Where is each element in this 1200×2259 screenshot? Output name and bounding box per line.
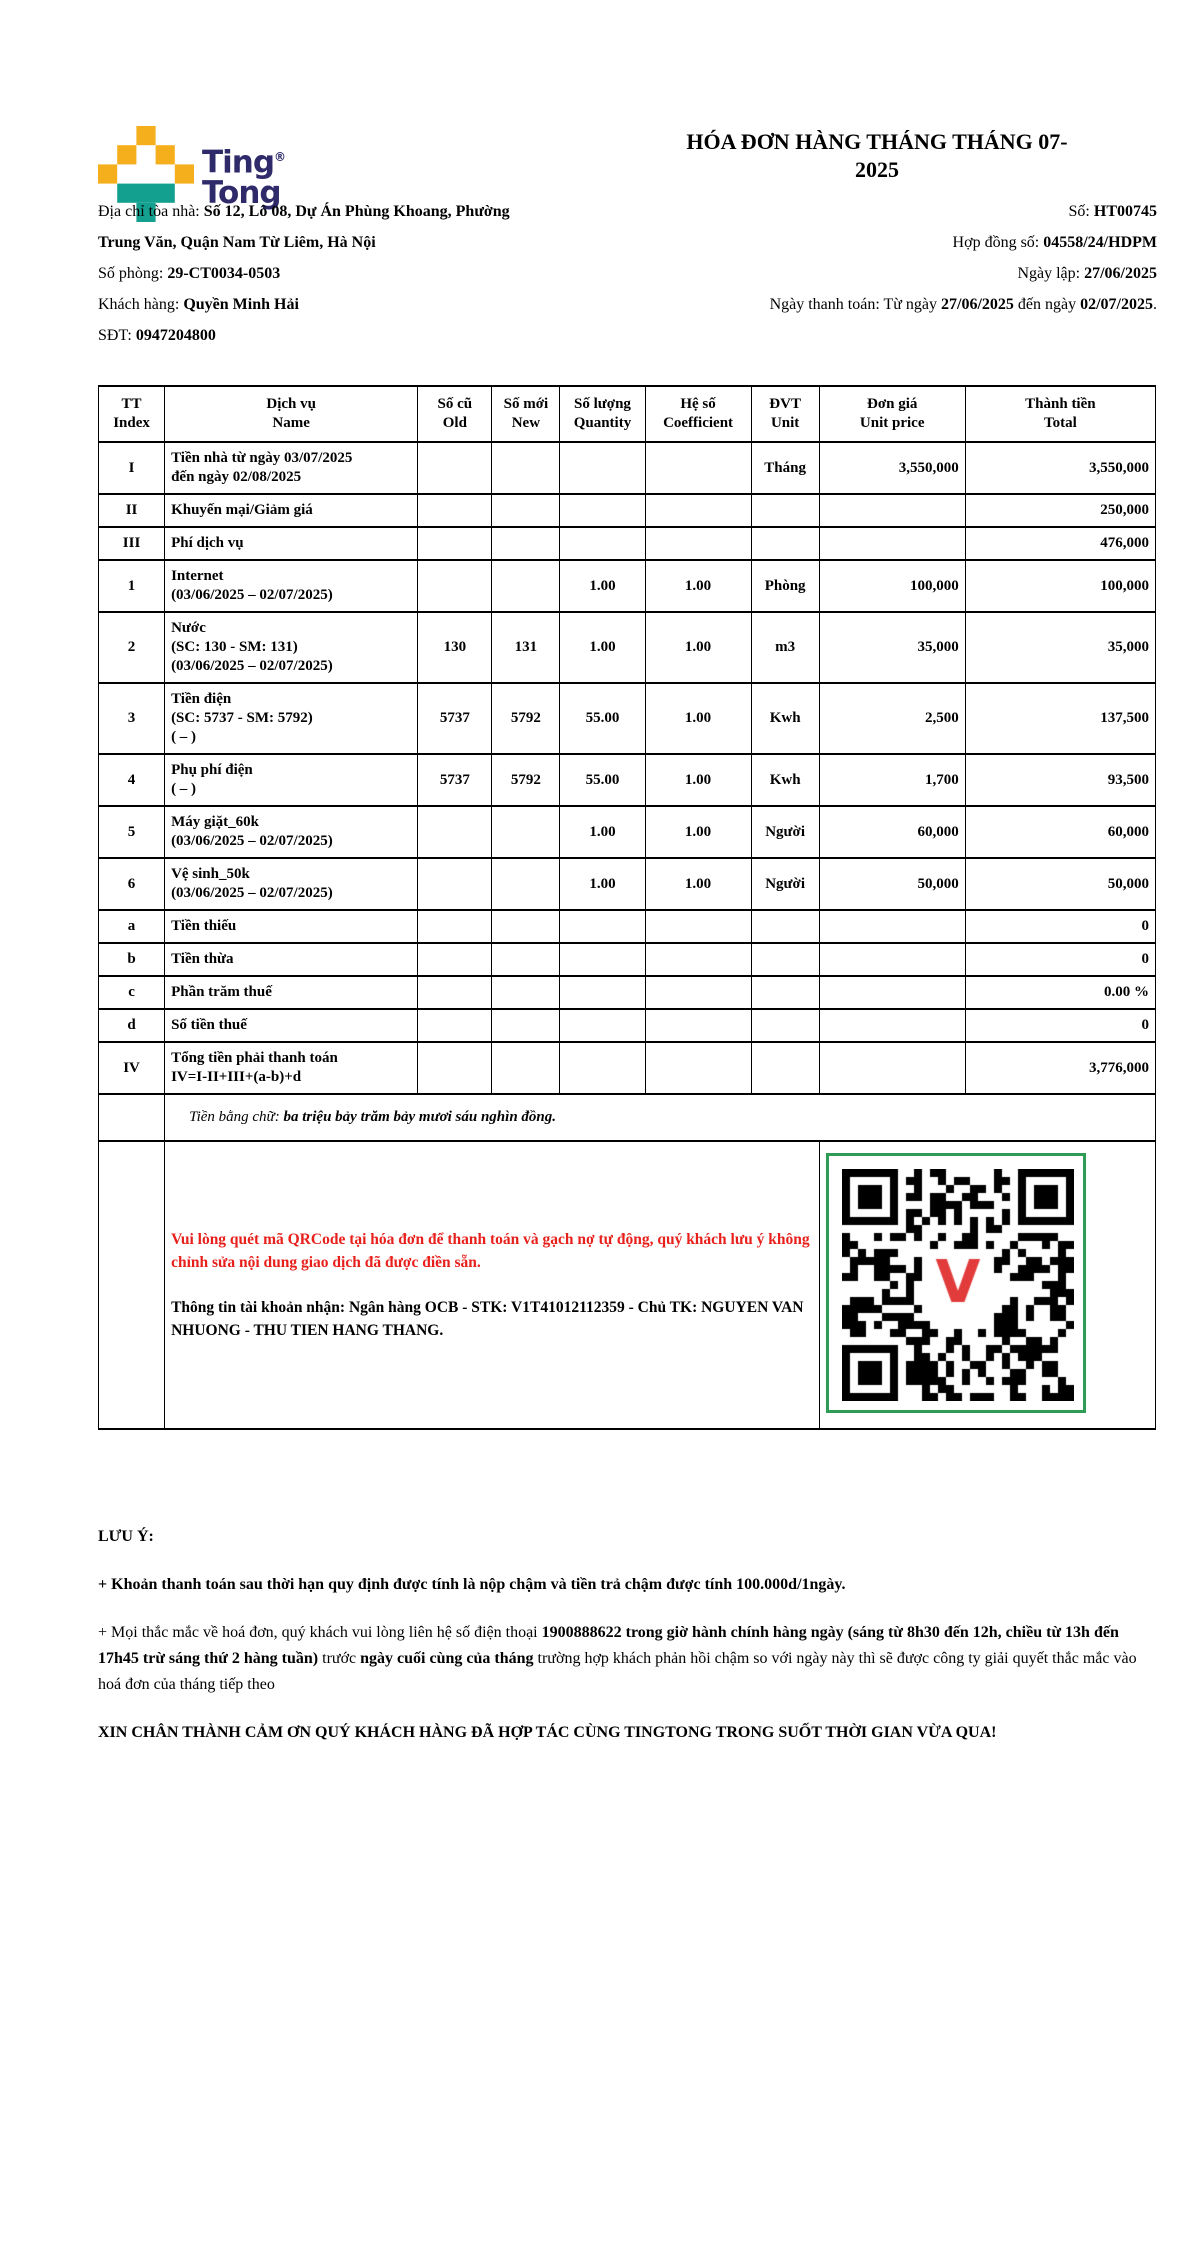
- service-name-line: (03/06/2025 – 02/07/2025): [171, 833, 333, 849]
- service-name-cell: [165, 754, 418, 806]
- column-header-line: Old: [442, 415, 467, 431]
- text-segment: Trung Văn, Quận Nam Từ Liêm, Hà Nội: [98, 234, 376, 251]
- quantity-cell: 1.00: [560, 858, 645, 910]
- text-segment: Khách hàng:: [98, 296, 184, 313]
- unit-price-cell: [819, 527, 965, 560]
- quantity-cell: 1.00: [560, 612, 645, 683]
- late-payment-note: [98, 1572, 1157, 1598]
- old-reading-cell: [418, 560, 492, 612]
- table-row: [99, 1042, 1156, 1094]
- old-reading-cell: [418, 943, 492, 976]
- unit-price-cell: 50,000: [819, 858, 965, 910]
- unit-price-cell: [819, 976, 965, 1009]
- total-cell: 0.00 %: [965, 976, 1155, 1009]
- qr-code-frame: [826, 1153, 1086, 1413]
- amount-in-words-row: [99, 1094, 1156, 1141]
- total-cell: 476,000: [965, 527, 1155, 560]
- table-row: [99, 494, 1156, 527]
- new-reading-cell: [492, 1009, 560, 1042]
- column-header-line: Thành tiền: [1025, 396, 1096, 412]
- service-name-line: Phí dịch vụ: [171, 535, 244, 551]
- old-reading-cell: [418, 910, 492, 943]
- unit-price-cell: [819, 1009, 965, 1042]
- text-segment: 29-CT0034-0503: [167, 265, 281, 282]
- column-header-line: TT: [121, 396, 142, 412]
- unit-cell: Người: [751, 806, 819, 858]
- info-line: [98, 320, 510, 351]
- service-name-cell: [165, 910, 418, 943]
- column-header-line: Số lượng: [574, 396, 631, 412]
- unit-price-cell: [819, 1042, 965, 1094]
- coefficient-cell: 1.00: [645, 612, 751, 683]
- old-reading-cell: [418, 1009, 492, 1042]
- footer-notes: [98, 1524, 1157, 1746]
- text-segment: HT00745: [1093, 203, 1157, 220]
- text-segment: 27/06/2025: [1084, 265, 1157, 282]
- column-header-line: Coefficient: [663, 415, 734, 431]
- service-name-line: đến ngày 02/08/2025: [171, 469, 302, 485]
- amount-in-words: [165, 1094, 1156, 1141]
- quantity-cell: [560, 1042, 645, 1094]
- text-segment: Ngày thanh toán: Từ ngày: [769, 296, 942, 313]
- old-reading-cell: [418, 442, 492, 494]
- service-name-cell: [165, 943, 418, 976]
- text-segment: Số phòng:: [98, 265, 168, 282]
- unit-cell: [751, 1042, 819, 1094]
- table-row: [99, 858, 1156, 910]
- info-line: [98, 227, 510, 258]
- service-name-cell: [165, 683, 418, 754]
- old-reading-cell: [418, 527, 492, 560]
- new-reading-cell: [492, 527, 560, 560]
- service-name-line: Máy giặt_60k: [171, 814, 259, 830]
- service-name-line: ( – ): [171, 729, 197, 745]
- empty-cell: [99, 1094, 165, 1141]
- text-segment: đến ngày: [1013, 296, 1081, 313]
- new-reading-cell: 131: [492, 612, 560, 683]
- column-header: [165, 386, 418, 442]
- text-segment: Quyền Minh Hải: [183, 296, 299, 313]
- service-name-cell: [165, 442, 418, 494]
- info-line: [770, 227, 1157, 258]
- service-name-line: Tiền thừa: [171, 951, 234, 967]
- service-name-cell: [165, 806, 418, 858]
- service-name-line: Nước: [171, 620, 206, 636]
- index-cell: 6: [99, 858, 165, 910]
- unit-cell: [751, 527, 819, 560]
- quantity-cell: 55.00: [560, 754, 645, 806]
- service-name-line: (03/06/2025 – 02/07/2025): [171, 658, 333, 674]
- table-row: [99, 683, 1156, 754]
- logo-word-ting: Ting: [202, 144, 275, 181]
- unit-price-cell: 60,000: [819, 806, 965, 858]
- total-cell: 137,500: [965, 683, 1155, 754]
- text-segment: Thông tin tài khoản nhận: Ngân hàng OCB - STK:: [171, 1299, 512, 1316]
- quantity-cell: 55.00: [560, 683, 645, 754]
- quantity-cell: [560, 527, 645, 560]
- service-name-cell: [165, 494, 418, 527]
- unit-cell: Người: [751, 858, 819, 910]
- info-line: [770, 289, 1157, 320]
- total-cell: 60,000: [965, 806, 1155, 858]
- info-line: [770, 258, 1157, 289]
- new-reading-cell: 5792: [492, 683, 560, 754]
- coefficient-cell: 1.00: [645, 683, 751, 754]
- text-segment: ba triệu bảy trăm bảy mươi sáu nghìn đồng.: [283, 1109, 556, 1125]
- service-name-cell: [165, 976, 418, 1009]
- hotline-note: [98, 1620, 1157, 1698]
- info-line: [98, 258, 510, 289]
- index-cell: b: [99, 943, 165, 976]
- text-segment: - Chủ TK:: [624, 1299, 702, 1316]
- old-reading-cell: [418, 494, 492, 527]
- text-segment: V1T41012112359: [511, 1299, 625, 1316]
- registered-mark-icon: ®: [274, 150, 287, 164]
- table-header-row: [99, 386, 1156, 442]
- coefficient-cell: 1.00: [645, 560, 751, 612]
- unit-price-cell: 2,500: [819, 683, 965, 754]
- text-segment: Hợp đồng số:: [952, 234, 1044, 251]
- unit-cell: [751, 976, 819, 1009]
- column-header: [645, 386, 751, 442]
- service-name-line: (03/06/2025 – 02/07/2025): [171, 587, 333, 603]
- quantity-cell: 1.00: [560, 806, 645, 858]
- new-reading-cell: [492, 442, 560, 494]
- unit-cell: Tháng: [751, 442, 819, 494]
- quantity-cell: [560, 442, 645, 494]
- column-header-line: Số cũ: [437, 396, 473, 412]
- index-cell: II: [99, 494, 165, 527]
- payment-instructions-cell: [165, 1141, 820, 1429]
- column-header-line: Unit price: [859, 415, 925, 431]
- service-name-line: (03/06/2025 – 02/07/2025): [171, 885, 333, 901]
- column-header-line: ĐVT: [769, 396, 801, 412]
- table-row: [99, 442, 1156, 494]
- index-cell: 1: [99, 560, 165, 612]
- total-cell: 250,000: [965, 494, 1155, 527]
- coefficient-cell: [645, 527, 751, 560]
- service-name-line: Vệ sinh_50k: [171, 866, 250, 882]
- title-line: 2025: [855, 157, 899, 182]
- unit-price-cell: 100,000: [819, 560, 965, 612]
- coefficient-cell: 1.00: [645, 754, 751, 806]
- new-reading-cell: [492, 1042, 560, 1094]
- column-header-line: Name: [272, 415, 310, 431]
- table-row: [99, 560, 1156, 612]
- total-cell: 35,000: [965, 612, 1155, 683]
- old-reading-cell: [418, 1042, 492, 1094]
- text-segment: trường hợp khách phản hồi chậm so với ngày này thì sẽ được công ty giải quyết thắc mắc vào hoá đơn của tháng tiếp theo: [98, 1650, 1137, 1693]
- text-segment: 04558/24/HDPM: [1043, 234, 1157, 251]
- table-row: [99, 976, 1156, 1009]
- quantity-cell: [560, 1009, 645, 1042]
- qr-warning-text: Vui lòng quét mã QRCode tại hóa đơn để thanh toán và gạch nợ tự động, quý khách lưu ý không chỉnh sửa nội dung giao dịch đã được điền sẵn.: [171, 1231, 810, 1271]
- qr-row: [99, 1141, 1156, 1429]
- service-name-line: Phần trăm thuế: [171, 984, 272, 1000]
- text-segment: .: [1153, 296, 1157, 313]
- notes-heading: LƯU Ý:: [98, 1528, 154, 1545]
- text-segment: 1900888622 trong giờ hành chính hàng ngày (sáng từ 8h30 đến 12h, chiều từ 13h đến 17h45 trừ sáng thứ 2 hàng tuần): [98, 1624, 1119, 1667]
- total-cell: 3,776,000: [965, 1042, 1155, 1094]
- unit-cell: [751, 910, 819, 943]
- table-row: [99, 612, 1156, 683]
- coefficient-cell: 1.00: [645, 858, 751, 910]
- text-segment: SĐT:: [98, 327, 136, 344]
- total-cell: 3,550,000: [965, 442, 1155, 494]
- table-row: [99, 1009, 1156, 1042]
- service-name-line: Tiền thiếu: [171, 918, 237, 934]
- service-name-cell: [165, 612, 418, 683]
- invoice-meta: [770, 196, 1157, 320]
- index-cell: 4: [99, 754, 165, 806]
- index-cell: III: [99, 527, 165, 560]
- total-cell: 0: [965, 943, 1155, 976]
- info-line: [770, 196, 1157, 227]
- total-cell: 93,500: [965, 754, 1155, 806]
- old-reading-cell: 5737: [418, 754, 492, 806]
- title-line: HÓA ĐƠN HÀNG THÁNG THÁNG 07-: [686, 129, 1068, 154]
- text-segment: 02/07/2025: [1080, 296, 1153, 313]
- quantity-cell: [560, 910, 645, 943]
- coefficient-cell: [645, 976, 751, 1009]
- coefficient-cell: [645, 494, 751, 527]
- service-name-cell: [165, 858, 418, 910]
- bank-account-text: [171, 1296, 813, 1342]
- unit-cell: Kwh: [751, 683, 819, 754]
- service-name-line: IV=I-II+III+(a-b)+d: [171, 1069, 302, 1085]
- text-segment: ngày cuối cùng của tháng: [360, 1650, 534, 1667]
- unit-cell: [751, 943, 819, 976]
- index-cell: c: [99, 976, 165, 1009]
- unit-cell: [751, 494, 819, 527]
- qr-code: [842, 1169, 1074, 1401]
- service-name-cell: [165, 560, 418, 612]
- index-cell: IV: [99, 1042, 165, 1094]
- table-row: [99, 943, 1156, 976]
- unit-price-cell: [819, 910, 965, 943]
- index-cell: d: [99, 1009, 165, 1042]
- service-name-line: (SC: 130 - SM: 131): [171, 639, 298, 655]
- charges-table: [98, 385, 1156, 1430]
- customer-info: [98, 196, 510, 351]
- column-header-line: New: [511, 415, 541, 431]
- unit-price-cell: [819, 494, 965, 527]
- total-cell: 0: [965, 910, 1155, 943]
- thank-you-text: XIN CHÂN THÀNH CẢM ƠN QUÝ KHÁCH HÀNG ĐÃ HỢP TÁC CÙNG TINGTONG TRONG SUỐT THỜI GIAN VỪA QUA!: [98, 1724, 997, 1741]
- column-header-line: Quantity: [573, 415, 632, 431]
- total-cell: 100,000: [965, 560, 1155, 612]
- text-segment: .: [439, 1322, 444, 1339]
- new-reading-cell: [492, 976, 560, 1009]
- text-segment: Số 12, Lô 08, Dự Án Phùng Khoang, Phường: [203, 203, 510, 220]
- service-name-line: Internet: [171, 568, 224, 584]
- quantity-cell: [560, 943, 645, 976]
- text-segment: Tiền bằng chữ:: [189, 1109, 284, 1125]
- unit-price-cell: [819, 943, 965, 976]
- quantity-cell: [560, 494, 645, 527]
- text-segment: + Mọi thắc mắc về hoá đơn, quý khách vui lòng liên hệ số điện thoại: [98, 1624, 542, 1641]
- coefficient-cell: [645, 943, 751, 976]
- quantity-cell: 1.00: [560, 560, 645, 612]
- new-reading-cell: [492, 910, 560, 943]
- service-name-line: (SC: 5737 - SM: 5792): [171, 710, 313, 726]
- page-title: [597, 128, 1157, 184]
- index-cell: I: [99, 442, 165, 494]
- old-reading-cell: 130: [418, 612, 492, 683]
- text-segment: NGUYEN VAN NHUONG - THU TIEN HANG THANG: [171, 1299, 804, 1339]
- service-name-line: Tổng tiền phải thanh toán: [171, 1050, 338, 1066]
- info-line: [98, 196, 510, 227]
- service-name-line: Phụ phí điện: [171, 762, 253, 778]
- column-header: [418, 386, 492, 442]
- service-name-cell: [165, 527, 418, 560]
- service-name-line: Tiền nhà từ ngày 03/07/2025: [171, 450, 353, 466]
- coefficient-cell: 1.00: [645, 806, 751, 858]
- column-header-line: Hệ số: [680, 396, 716, 412]
- service-name-cell: [165, 1042, 418, 1094]
- coefficient-cell: [645, 442, 751, 494]
- new-reading-cell: [492, 858, 560, 910]
- old-reading-cell: [418, 806, 492, 858]
- service-name-line: Số tiền thuế: [171, 1017, 247, 1033]
- total-cell: 50,000: [965, 858, 1155, 910]
- charges-table-wrap: [98, 385, 1156, 1430]
- quantity-cell: [560, 976, 645, 1009]
- info-line: [98, 289, 510, 320]
- old-reading-cell: 5737: [418, 683, 492, 754]
- service-name-line: ( – ): [171, 781, 197, 797]
- qr-code-cell: [819, 1141, 1155, 1429]
- unit-cell: m3: [751, 612, 819, 683]
- text-segment: Số:: [1068, 203, 1094, 220]
- service-name-cell: [165, 1009, 418, 1042]
- coefficient-cell: [645, 910, 751, 943]
- table-row: [99, 527, 1156, 560]
- service-name-line: Tiền điện: [171, 691, 232, 707]
- total-cell: 0: [965, 1009, 1155, 1042]
- text-segment: Địa chỉ tòa nhà:: [98, 203, 204, 220]
- new-reading-cell: [492, 560, 560, 612]
- column-header-line: Đơn giá: [867, 396, 918, 412]
- unit-price-cell: 3,550,000: [819, 442, 965, 494]
- index-cell: 3: [99, 683, 165, 754]
- coefficient-cell: [645, 1042, 751, 1094]
- column-header: [965, 386, 1155, 442]
- text-segment: 27/06/2025: [941, 296, 1014, 313]
- column-header-line: Index: [113, 415, 150, 431]
- text-segment: trước: [318, 1650, 361, 1667]
- column-header-line: Số mới: [503, 396, 549, 412]
- text-segment: + Khoản thanh toán sau thời hạn quy định được tính là nộp chậm và tiền trả chậm được tính 100.000d/1ngày.: [98, 1576, 846, 1593]
- table-row: [99, 806, 1156, 858]
- old-reading-cell: [418, 858, 492, 910]
- text-segment: Ngày lập:: [1017, 265, 1085, 282]
- unit-cell: Phòng: [751, 560, 819, 612]
- column-header-line: Dịch vụ: [266, 396, 316, 412]
- new-reading-cell: [492, 806, 560, 858]
- index-cell: 2: [99, 612, 165, 683]
- column-header: [819, 386, 965, 442]
- column-header: [492, 386, 560, 442]
- unit-cell: [751, 1009, 819, 1042]
- unit-price-cell: 35,000: [819, 612, 965, 683]
- logo-word-tong: Tong: [202, 175, 281, 212]
- unit-price-cell: 1,700: [819, 754, 965, 806]
- new-reading-cell: [492, 943, 560, 976]
- index-cell: 5: [99, 806, 165, 858]
- new-reading-cell: [492, 494, 560, 527]
- new-reading-cell: 5792: [492, 754, 560, 806]
- column-header: [751, 386, 819, 442]
- text-segment: 0947204800: [135, 327, 216, 344]
- index-cell: a: [99, 910, 165, 943]
- coefficient-cell: [645, 1009, 751, 1042]
- column-header: [99, 386, 165, 442]
- column-header-line: Total: [1043, 415, 1077, 431]
- empty-cell: [99, 1141, 165, 1429]
- unit-cell: Kwh: [751, 754, 819, 806]
- old-reading-cell: [418, 976, 492, 1009]
- service-name-line: Khuyến mại/Giảm giá: [171, 502, 313, 518]
- column-header-line: Unit: [770, 415, 800, 431]
- table-row: [99, 910, 1156, 943]
- column-header: [560, 386, 645, 442]
- table-row: [99, 754, 1156, 806]
